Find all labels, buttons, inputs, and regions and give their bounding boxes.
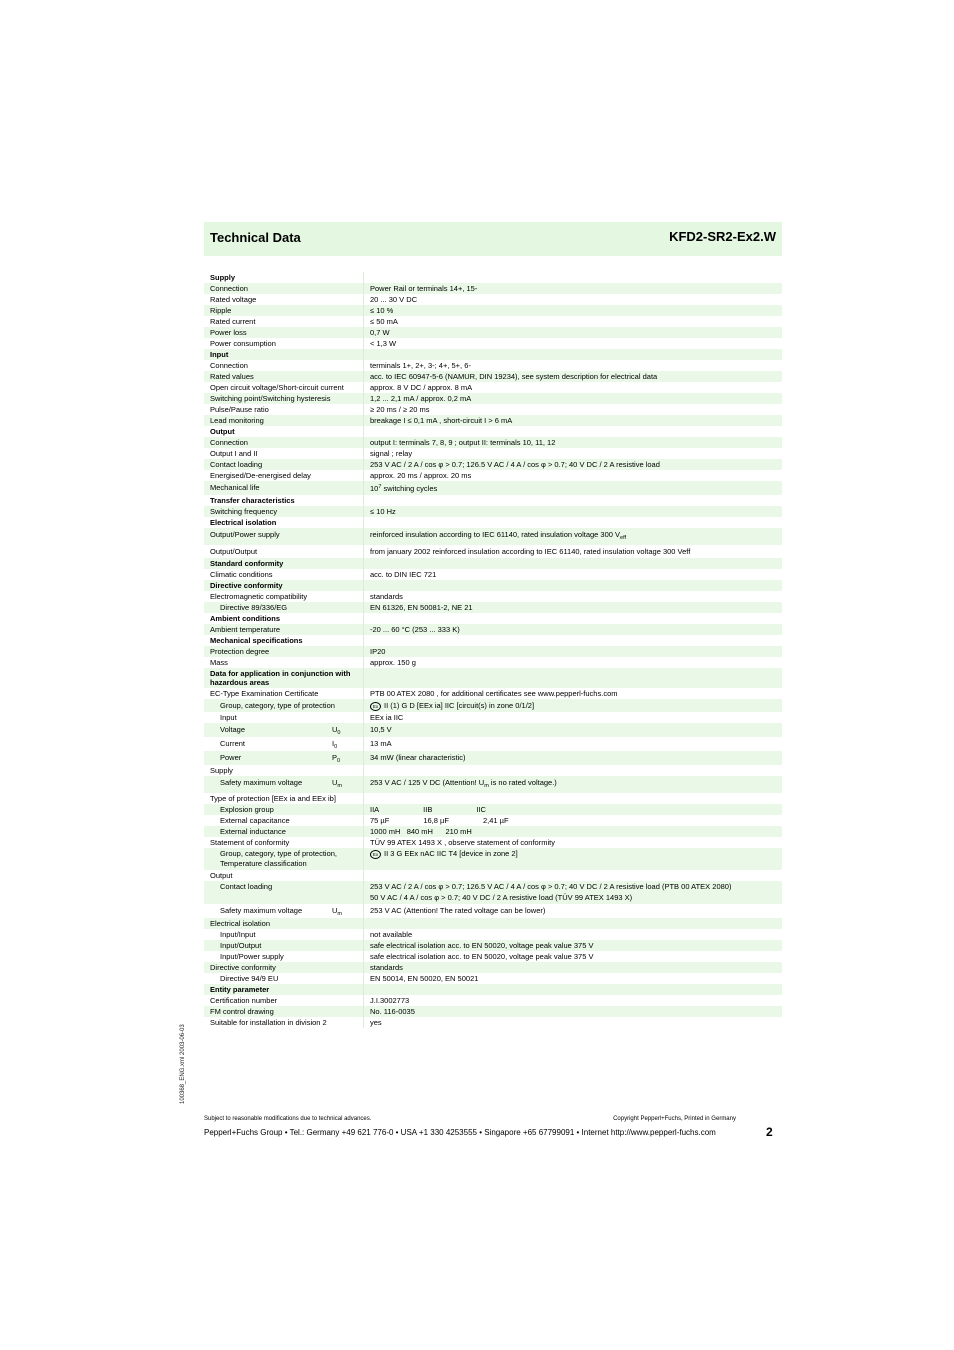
table-row: Electromagnetic compatibility standards: [204, 591, 782, 602]
footer-copyright: Copyright Pepperl+Fuchs, Printed in Germany: [613, 1116, 736, 1122]
table-row: Protection degree IP20: [204, 646, 782, 657]
table-row: Ambient temperature -20 ... 60 °C (253 ... 333 K): [204, 624, 782, 635]
table-row: Climatic conditions acc. to DIN IEC 721: [204, 569, 782, 580]
table-row: Switching point/Switching hysteresis 1,2 ... 2,1 mA / approx. 0,2 mA: [204, 393, 782, 404]
section-mechanical: Mechanical specifications: [204, 635, 782, 646]
table-row: Voltage $U_0$ 10,5 V: [204, 723, 782, 737]
table-row: External inductance 1000 mH 840 mH 210 mH: [204, 826, 782, 837]
table-row: Directive conformity standards: [204, 962, 782, 973]
table-row: Input/Input not available: [204, 929, 782, 940]
table-row: Output/Power supply reinforced insulation according to IEC 61140, rated insulation voltage 300 $V_{eff}$: [204, 528, 782, 545]
table-row: Connection Power Rail or terminals 14+, 15-: [204, 283, 782, 294]
table-row: Mechanical life $10^7$ switching cycles: [204, 481, 782, 495]
table-row: Rated current ≤ 50 mA: [204, 316, 782, 327]
table-row: Input/Output safe electrical isolation acc. to EN 50020, voltage peak value 375 V: [204, 940, 782, 951]
table-row: Group, category, type of protection Ex II (1) G D [EEx ia] IIC [circuit(s) in zone 0/1/2]: [204, 699, 782, 712]
footer-contact: Pepperl+Fuchs Group • Tel.: Germany +49 621 776-0 • USA +1 330 4253555 • Singapore +65 67799091 • Internet http://www.pepperl-fuchs.com: [204, 1128, 716, 1137]
table-row: Electrical isolation: [204, 918, 782, 929]
table-row: Input EEx ia IIC: [204, 712, 782, 723]
table-row: Power consumption < 1,3 W: [204, 338, 782, 349]
table-row: Ripple ≤ 10 %: [204, 305, 782, 316]
table-row: Power loss 0,7 W: [204, 327, 782, 338]
table-row: Lead monitoring breakage I ≤ 0,1 mA , short-circuit I > 6 mA: [204, 415, 782, 426]
section-directive-conformity: Directive conformity: [204, 580, 782, 591]
table-row: Rated values acc. to IEC 60947-5-6 (NAMUR, DIN 19234), see system description for electrical data: [204, 371, 782, 382]
table-row: External capacitance 75 µF 16,8 µF 2,41 µF: [204, 815, 782, 826]
table-row: Statement of conformity TÜV 99 ATEX 1493 X , observe statement of conformity: [204, 837, 782, 848]
table-row: Directive 94/9 EU EN 50014, EN 50020, EN 50021: [204, 973, 782, 984]
section-electrical-isolation: Electrical isolation: [204, 517, 782, 528]
table-row: Output/Output from january 2002 reinforced insulation according to IEC 61140, rated insulation voltage 300 Veff: [204, 545, 782, 558]
table-row: Pulse/Pause ratio ≥ 20 ms / ≥ 20 ms: [204, 404, 782, 415]
table-row: Suitable for installation in division 2 yes: [204, 1017, 782, 1028]
table-row: Input/Power supply safe electrical isolation acc. to EN 50020, voltage peak value 375 V: [204, 951, 782, 962]
table-row: Open circuit voltage/Short-circuit current approx. 8 V DC / approx. 8 mA: [204, 382, 782, 393]
section-hazardous: Data for application in conjunction with hazardous areas: [204, 668, 782, 688]
table-row: Rated voltage 20 ... 30 V DC: [204, 294, 782, 305]
ex-mark-icon: Ex: [370, 702, 381, 711]
table-row: Mass approx. 150 g: [204, 657, 782, 668]
section-output: Output: [204, 426, 782, 437]
section-standard-conformity: Standard conformity: [204, 558, 782, 569]
table-row: Explosion group IIA IIB IIC: [204, 804, 782, 815]
model-name: KFD2-SR2-Ex2.W: [669, 229, 776, 244]
table-row: Contact loading 253 V AC / 2 A / cos φ > 0.7; 126.5 V AC / 4 A / cos φ > 0.7; 40 V DC / 2 A resistive load (PTB 00 ATEX 2080) 50 V AC / 4 A / cos φ > 0.7; 40 V DC / 2 A resistive load (TÜV 99 ATEX 1493 X): [204, 881, 782, 904]
section-entity: Entity parameter: [204, 984, 782, 995]
section-supply: Supply: [204, 272, 782, 283]
section-ambient: Ambient conditions: [204, 613, 782, 624]
table-row: EC-Type Examination Certificate PTB 00 ATEX 2080 , for additional certificates see www.pepperl-fuchs.com: [204, 688, 782, 699]
document-id-sidebar: 100368_ENG.xml 2003-06-03: [180, 1024, 186, 1104]
table-row: Group, category, type of protection, Temperature classification Ex II 3 G EEx nAC IIC T4 [device in zone 2]: [204, 848, 782, 870]
table-row: Supply: [204, 765, 782, 776]
ex-mark-icon: Ex: [370, 850, 381, 859]
table-row: Directive 89/336/EG EN 61326, EN 50081-2, NE 21: [204, 602, 782, 613]
table-row: Connection terminals 1+, 2+, 3-; 4+, 5+, 6-: [204, 360, 782, 371]
table-row: Certification number J.I.3002773: [204, 995, 782, 1006]
footer-disclaimer: Subject to reasonable modifications due to technical advances.: [204, 1116, 372, 1122]
table-row: Contact loading 253 V AC / 2 A / cos φ > 0.7; 126.5 V AC / 4 A / cos φ > 0.7; 40 V DC / 2 A resistive load: [204, 459, 782, 470]
page-title: Technical Data: [210, 230, 301, 245]
table-row: Type of protection [EEx ia and EEx ib]: [204, 793, 782, 804]
table-row: Output: [204, 870, 782, 881]
section-input: Input: [204, 349, 782, 360]
table-row: Power $P_0$ 34 mW (linear characteristic): [204, 751, 782, 765]
technical-data-table: [204, 272, 782, 1028]
page-number: 2: [766, 1125, 773, 1139]
table-row: FM control drawing No. 116-0035: [204, 1006, 782, 1017]
table-row: Output I and II signal ; relay: [204, 448, 782, 459]
header-bar: [204, 222, 782, 256]
table-row: Safety maximum voltage $U_m$ 253 V AC (Attention! The rated voltage can be lower): [204, 904, 782, 918]
table-row: Switching frequency ≤ 10 Hz: [204, 506, 782, 517]
section-transfer: Transfer characteristics: [204, 495, 782, 506]
table-row: Current $I_0$ 13 mA: [204, 737, 782, 751]
table-row: Safety maximum voltage $U_m$ 253 V AC / 125 V DC (Attention! $U_m$ is no rated voltage.): [204, 776, 782, 793]
table-row: Connection output I: terminals 7, 8, 9 ; output II: terminals 10, 11, 12: [204, 437, 782, 448]
table-row: Energised/De-energised delay approx. 20 ms / approx. 20 ms: [204, 470, 782, 481]
